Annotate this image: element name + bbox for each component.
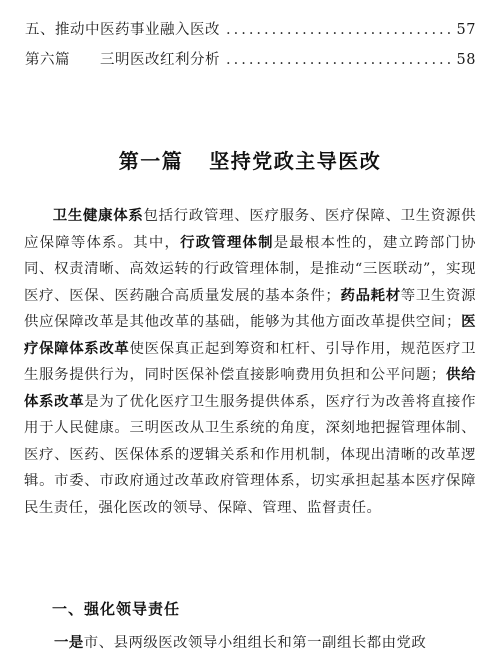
- term-health-system: 卫生健康体系: [52, 207, 144, 224]
- toc-entry-part: 第六篇: [25, 52, 70, 68]
- table-of-contents: [25, 18, 476, 78]
- term-drugs-consumables: 药品耗材: [340, 286, 401, 304]
- toc-entry: [25, 18, 476, 48]
- toc-leader-dots: [226, 22, 451, 38]
- toc-entry: [25, 48, 476, 78]
- text-run: 使医保真正起到筹资和杠杆、引导作用，规范医疗卫生服务提供行为，同时医保补偿直接影响费用负担和公平问题；: [24, 340, 476, 383]
- toc-leader-dots: [226, 52, 451, 68]
- lead-term: 一是: [54, 634, 84, 651]
- toc-entry-page: 58: [456, 52, 476, 68]
- chapter-number: 第一篇: [118, 149, 184, 173]
- text-run: 等卫生资源供应保障改革是其他改革的基础，能够为其他方面改革提供空间；: [24, 287, 476, 330]
- text-run: 是最根本性的，建立跨部门协同、权责清晰、高效运转的行政管理体制，是推动“三医联动”，实现医疗、医保、医药融合高质量发展的基本条件；: [24, 234, 476, 304]
- term-medical-insurance: 医疗保障体系改革: [24, 313, 476, 357]
- toc-entry-page: 57: [456, 22, 476, 38]
- text-run: 包括行政管理、医疗服务、医疗保障、卫生资源供应保障等体系。其中，: [24, 208, 476, 251]
- chapter-title: [0, 145, 500, 174]
- paragraph-text: [24, 203, 476, 521]
- term-administration: 行政管理体制: [180, 233, 274, 251]
- paragraph-text: [24, 630, 476, 657]
- text-run: 是为了优化医疗卫生服务提供体系，医疗行为改善将直接作用于人民健康。三明医改从卫生系统的角度，深刻地把握管理体制、医疗、医药、医保体系的逻辑关系和作用机制，体现出清晰的改革逻辑。市委、市政府通过改革政府管理体系，切实承担起基本医疗保障民生责任，强化医改的领导、保障、管理、监督责任。: [24, 393, 476, 516]
- term-supply-reform: 供给体系改革: [24, 366, 476, 410]
- text-run: 市、县两级医改领导小组组长和第一副组长都由党政: [83, 635, 427, 651]
- section-heading: 一、强化领导责任: [52, 600, 181, 618]
- toc-entry-title: 三明医改红利分析: [100, 52, 220, 68]
- toc-entry-title: 五、推动中医药事业融入医改: [25, 22, 220, 38]
- intro-paragraph: [24, 203, 476, 521]
- chapter-heading: 坚持党政主导医改: [209, 149, 382, 173]
